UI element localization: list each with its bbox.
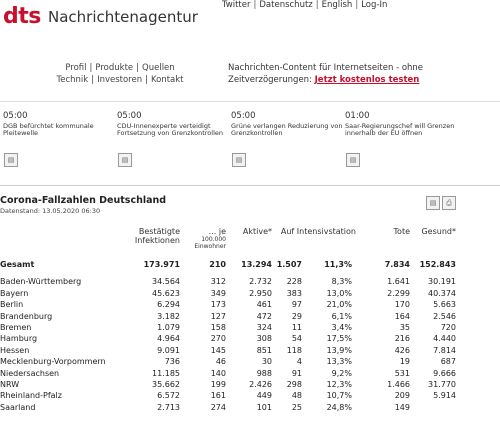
news-time: 01:00 [345,111,370,121]
cell-recovered: 30.191 [428,277,456,287]
cell-per100k: 140 [210,368,226,378]
document-icon[interactable]: ▤ [232,153,246,167]
cell-confirmed: 3.182 [157,311,180,321]
cell-deaths: 19 [399,357,410,367]
row-name: Rheinland-Pfalz [0,391,62,401]
cell-confirmed: 34.564 [152,277,180,287]
table-row [0,288,456,299]
news-time: 05:00 [231,111,256,121]
cell-per100k: 349 [210,288,226,298]
cell-icu: 54 [291,334,302,344]
brand-subtitle: Nachrichtenagentur [48,8,198,26]
cell-per100k: 161 [210,391,226,401]
cell-icu-pct: 13,3% [326,357,352,367]
cell-active: 461 [256,300,272,310]
cell-icu: 118 [286,345,302,355]
datenschutz-link[interactable]: Datenschutz [259,0,313,10]
news-item[interactable] [3,113,115,138]
cell-icu: 1.507 [276,260,302,269]
cell-per100k: 270 [210,334,226,344]
column-header-confirmed: Bestätigte Infektionen [134,227,180,245]
table-row [0,402,456,413]
table-row [0,333,456,344]
news-item[interactable] [231,113,343,138]
cell-icu: 11 [291,323,302,333]
row-name: Hamburg [0,334,38,344]
separator: | [315,0,319,10]
row-name: Saarland [0,402,36,412]
cell-per100k: 312 [210,277,226,287]
cell-icu: 298 [286,380,302,390]
cell-confirmed: 173.971 [143,260,180,269]
cell-icu-pct: 10,7% [326,391,352,401]
document-icon[interactable]: ▤ [4,153,18,167]
cell-confirmed: 35.662 [152,380,180,390]
row-name: Gesamt [0,260,35,269]
news-time: 05:00 [117,111,142,121]
row-name: Berlin [0,300,24,310]
cell-confirmed: 2.713 [157,402,180,412]
table-row-total [0,259,456,270]
cell-active: 2.732 [249,277,272,287]
cell-active: 324 [256,323,272,333]
cell-confirmed: 736 [164,357,180,367]
cell-deaths: 531 [394,368,410,378]
info-line1: Nachrichten-Content für Internetseiten - ohne [228,63,424,73]
separator: | [355,0,359,10]
row-name: Bremen [0,323,32,333]
info-text [228,62,423,86]
cell-recovered: 2.546 [433,311,456,321]
twitter-link[interactable]: Twitter [222,0,251,10]
table-row [0,299,456,310]
news-headline[interactable]: DGB befürchtet kommunale Pleitewelle [3,121,94,137]
divider [0,101,500,102]
table-row [0,390,456,401]
cell-confirmed: 6.572 [157,391,180,401]
column-header-recovered: Gesund* [421,227,456,236]
cell-active: 2.426 [249,380,272,390]
news-headline[interactable]: CDU-Innenexperte verteidigt Fortsetzung von Grenzkontrollen [117,121,224,137]
cell-per100k: 210 [209,260,226,269]
table-row [0,368,456,379]
cell-confirmed: 1.079 [157,323,180,333]
cell-active: 101 [256,402,272,412]
link-quellen[interactable]: Quellen [142,63,175,73]
cell-active: 988 [256,368,272,378]
cell-icu-pct: 6,1% [331,311,352,321]
cell-icu: 91 [291,368,302,378]
cell-confirmed: 45.623 [152,288,180,298]
link-technik[interactable]: Technik [56,75,89,85]
top-navigation [222,0,387,10]
print-icon[interactable]: ⎙ [442,196,456,210]
row-name: Niedersachsen [0,368,60,378]
divider [0,185,500,186]
news-headline[interactable]: Saar-Regierungschef will Grenzen innerhalb der EU öffnen [345,121,455,137]
cell-recovered: 4.440 [433,334,456,344]
cell-per100k: 173 [210,300,226,310]
table-row [0,276,456,287]
english-link[interactable]: English [321,0,353,10]
cell-per100k: 199 [210,380,226,390]
cell-icu: 228 [286,277,302,287]
cell-deaths: 7.834 [384,260,410,269]
login-link[interactable]: Log-In [361,0,388,10]
cell-icu-pct: 17,5% [326,334,352,344]
cell-recovered: 152.843 [419,260,456,269]
table-title: Corona-Fallzahlen Deutschland [0,195,167,206]
column-header-per100k: ... je 100.000 Einwohner [194,227,226,250]
cell-deaths: 2.299 [387,288,410,298]
document-icon[interactable]: ▤ [426,196,440,210]
cell-deaths: 1.466 [387,380,410,390]
link-profil[interactable]: Profil [65,63,87,73]
cell-deaths: 426 [394,345,410,355]
brand-logo[interactable]: dts [3,4,41,29]
cell-active: 30 [261,357,272,367]
cell-per100k: 127 [210,311,226,321]
cell-icu: 29 [291,311,302,321]
table-row [0,379,456,390]
info-line2: Zeitverzögerungen: [228,75,312,85]
cell-per100k: 46 [215,357,226,367]
row-name: Baden-Württemberg [0,277,82,287]
cell-icu-pct: 13,0% [326,288,352,298]
row-name: Mecklenburg-Vorpommern [0,357,106,367]
cell-icu: 4 [296,357,302,367]
table-row [0,345,456,356]
news-item[interactable] [117,113,229,138]
cell-deaths: 209 [394,391,410,401]
row-name: NRW [0,380,20,390]
document-icon[interactable]: ▤ [346,153,360,167]
cell-recovered: 31.770 [428,380,456,390]
link-kontakt[interactable]: Kontakt [150,75,184,85]
column-header-deaths: Tote [393,227,410,236]
cell-deaths: 216 [394,334,410,344]
cell-recovered: 5.663 [433,300,456,310]
cell-active: 851 [256,345,272,355]
cell-recovered: 720 [440,323,456,333]
row-name: Bayern [0,288,29,298]
row-name: Hessen [0,345,30,355]
cell-deaths: 149 [394,402,410,412]
cell-recovered: 9.666 [433,368,456,378]
cell-icu: 48 [291,391,302,401]
cell-icu: 25 [291,402,302,412]
row-name: Brandenburg [0,311,53,321]
cell-icu-pct: 12,3% [326,380,352,390]
column-header-icu: Auf Intensivstation [280,227,356,236]
cell-icu-pct: 24,8% [326,402,352,412]
table-row [0,311,456,322]
cell-icu-pct: 3,4% [331,323,352,333]
cell-per100k: 274 [210,402,226,412]
cell-per100k: 158 [210,323,226,333]
data-timestamp: Datenstand: 13.05.2020 06:30 [0,207,101,215]
cell-deaths: 170 [394,300,410,310]
cell-active: 2.950 [249,288,272,298]
cell-icu-pct: 11,3% [324,260,352,269]
cell-recovered: 687 [440,357,456,367]
link-investoren[interactable]: Investoren [97,75,143,85]
cell-deaths: 164 [394,311,410,321]
cell-recovered [410,402,456,413]
cell-icu-pct: 21,0% [326,300,352,310]
cell-deaths: 1.641 [387,277,410,287]
table-row [0,322,456,333]
cell-deaths: 35 [399,323,410,333]
link-produkte[interactable]: Produkte [95,63,134,73]
cell-confirmed: 4.964 [157,334,180,344]
cell-confirmed: 9.091 [157,345,180,355]
cell-confirmed: 11.185 [152,368,180,378]
cell-icu-pct: 8,3% [331,277,352,287]
cell-icu-pct: 13,9% [326,345,352,355]
site-links: Profil | Produkte | Quellen Technik | Investoren | Kontakt [56,63,184,85]
cell-active: 308 [256,334,272,344]
cell-icu: 383 [286,288,302,298]
state-rows [0,276,456,413]
separator: | [253,0,257,10]
document-icon[interactable]: ▤ [118,153,132,167]
cell-confirmed: 6.294 [157,300,180,310]
corona-table [0,259,456,413]
cell-recovered: 40.374 [428,288,456,298]
trial-link[interactable]: Jetzt kostenlos testen [314,75,420,85]
cell-active: 449 [256,391,272,401]
news-item[interactable] [345,113,457,138]
cell-active: 13.294 [241,260,272,269]
column-header-active: Aktive* [242,227,272,236]
cell-recovered: 5.914 [433,391,456,401]
cell-recovered: 7.814 [433,345,456,355]
cell-active: 472 [256,311,272,321]
cell-per100k: 145 [210,345,226,355]
cell-icu: 97 [291,300,302,310]
news-time: 05:00 [3,111,28,121]
news-headline[interactable]: Grüne verlangen Reduzierung von Grenzkontrollen [231,121,343,137]
cell-icu-pct: 9,2% [331,368,352,378]
table-row [0,356,456,367]
